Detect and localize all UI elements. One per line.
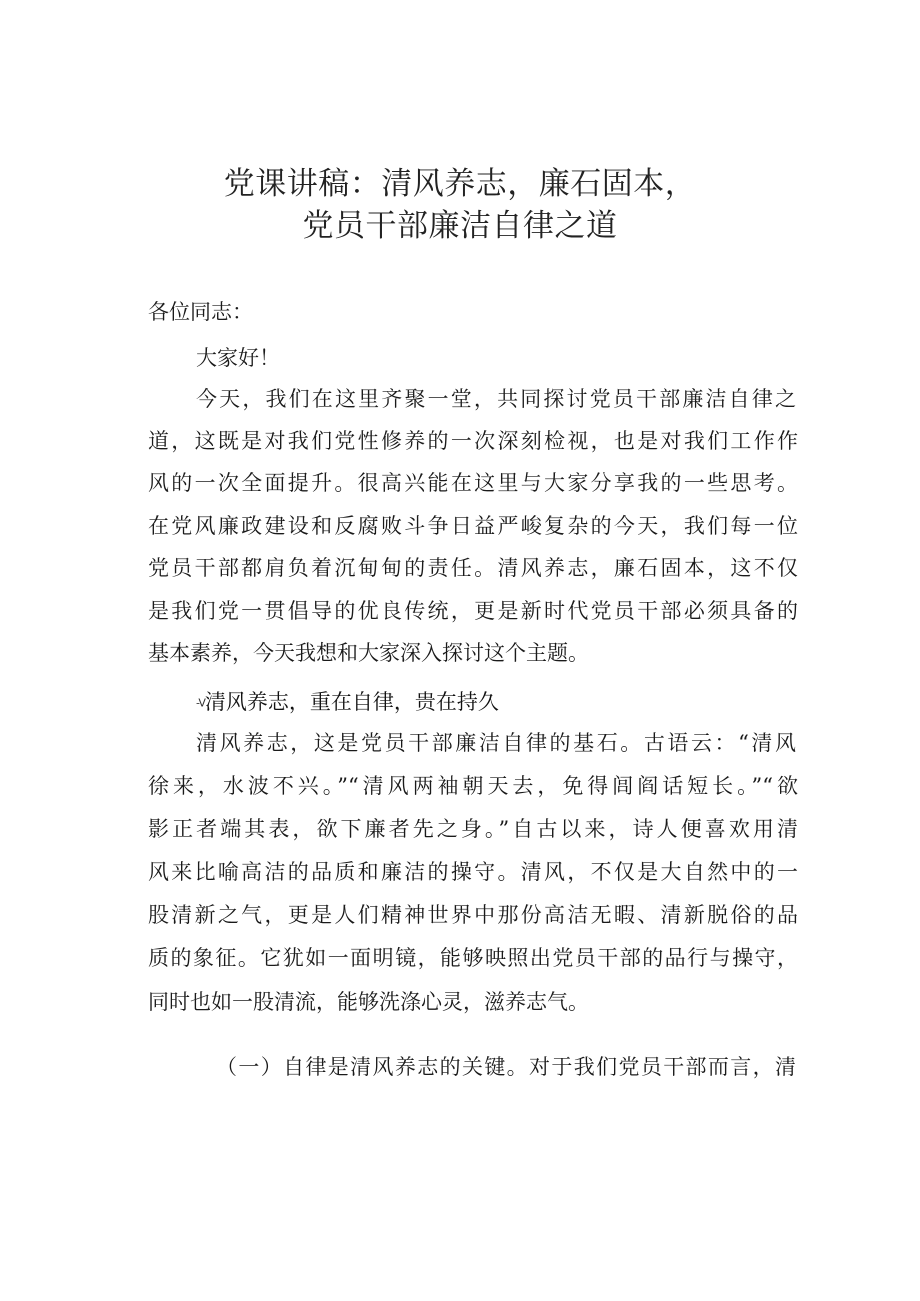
section-paragraph-line: 质的象征。它犹如一面明镜，能够映照出党员干部的品行与操守，: [148, 946, 798, 970]
intro-paragraph-line: 基本素养，今天我想和大家深入探讨这个主题。: [148, 641, 589, 665]
section-heading-text: 清风养志，重在自律，贵在持久: [204, 690, 499, 714]
section-paragraph-line: 同时也如一股清流，能够洗涤心灵，滋养志气。: [148, 990, 589, 1014]
intro-paragraph-line: 道，这既是对我们党性修养的一次深刻检视，也是对我们工作作: [148, 429, 798, 453]
intro-paragraph-line: 风的一次全面提升。很高兴能在这里与大家分享我的一些思考。: [148, 471, 798, 495]
section-paragraph-line: 股清新之气，更是人们精神世界中那份高洁无暇、清新脱俗的品: [148, 903, 798, 927]
subsection-paragraph-line: （一）自律是清风养志的关键。对于我们党员干部而言，清: [216, 1055, 796, 1079]
section-paragraph-line: 影正者端其表，欲下廉者先之身。”自古以来，诗人便喜欢用清: [148, 817, 798, 841]
document-title-line-1: 党课讲稿：清风养志，廉石固本，: [223, 166, 697, 202]
section-heading: [196, 686, 499, 716]
salutation: 各位同志：: [148, 300, 253, 324]
intro-paragraph-line: 今天，我们在这里齐聚一堂，共同探讨党员干部廉洁自律之: [196, 387, 796, 411]
section-paragraph-line: 清风养志，这是党员干部廉洁自律的基石。古语云：“清风: [196, 731, 796, 755]
intro-paragraph-line: 党员干部都肩负着沉甸甸的责任。清风养志，廉石固本，这不仅: [148, 556, 798, 580]
section-heading-marker: -V: [196, 696, 205, 710]
intro-paragraph-line: 是我们党一贯倡导的优良传统，更是新时代党员干部必须具备的: [148, 599, 798, 623]
intro-paragraph-line: 在党风廉政建设和反腐败斗争日益严峻复杂的今天，我们每一位: [148, 514, 798, 538]
document-title-line-2: 党员干部廉洁自律之道: [302, 208, 618, 244]
section-paragraph-line: 风来比喻高洁的品质和廉洁的操守。清风，不仅是大自然中的一: [148, 860, 798, 884]
section-paragraph-line: 徐来，水波不兴。”“清风两袖朝天去，免得闾阎话短长。”“欲: [148, 774, 798, 798]
greeting: 大家好！: [196, 346, 280, 370]
